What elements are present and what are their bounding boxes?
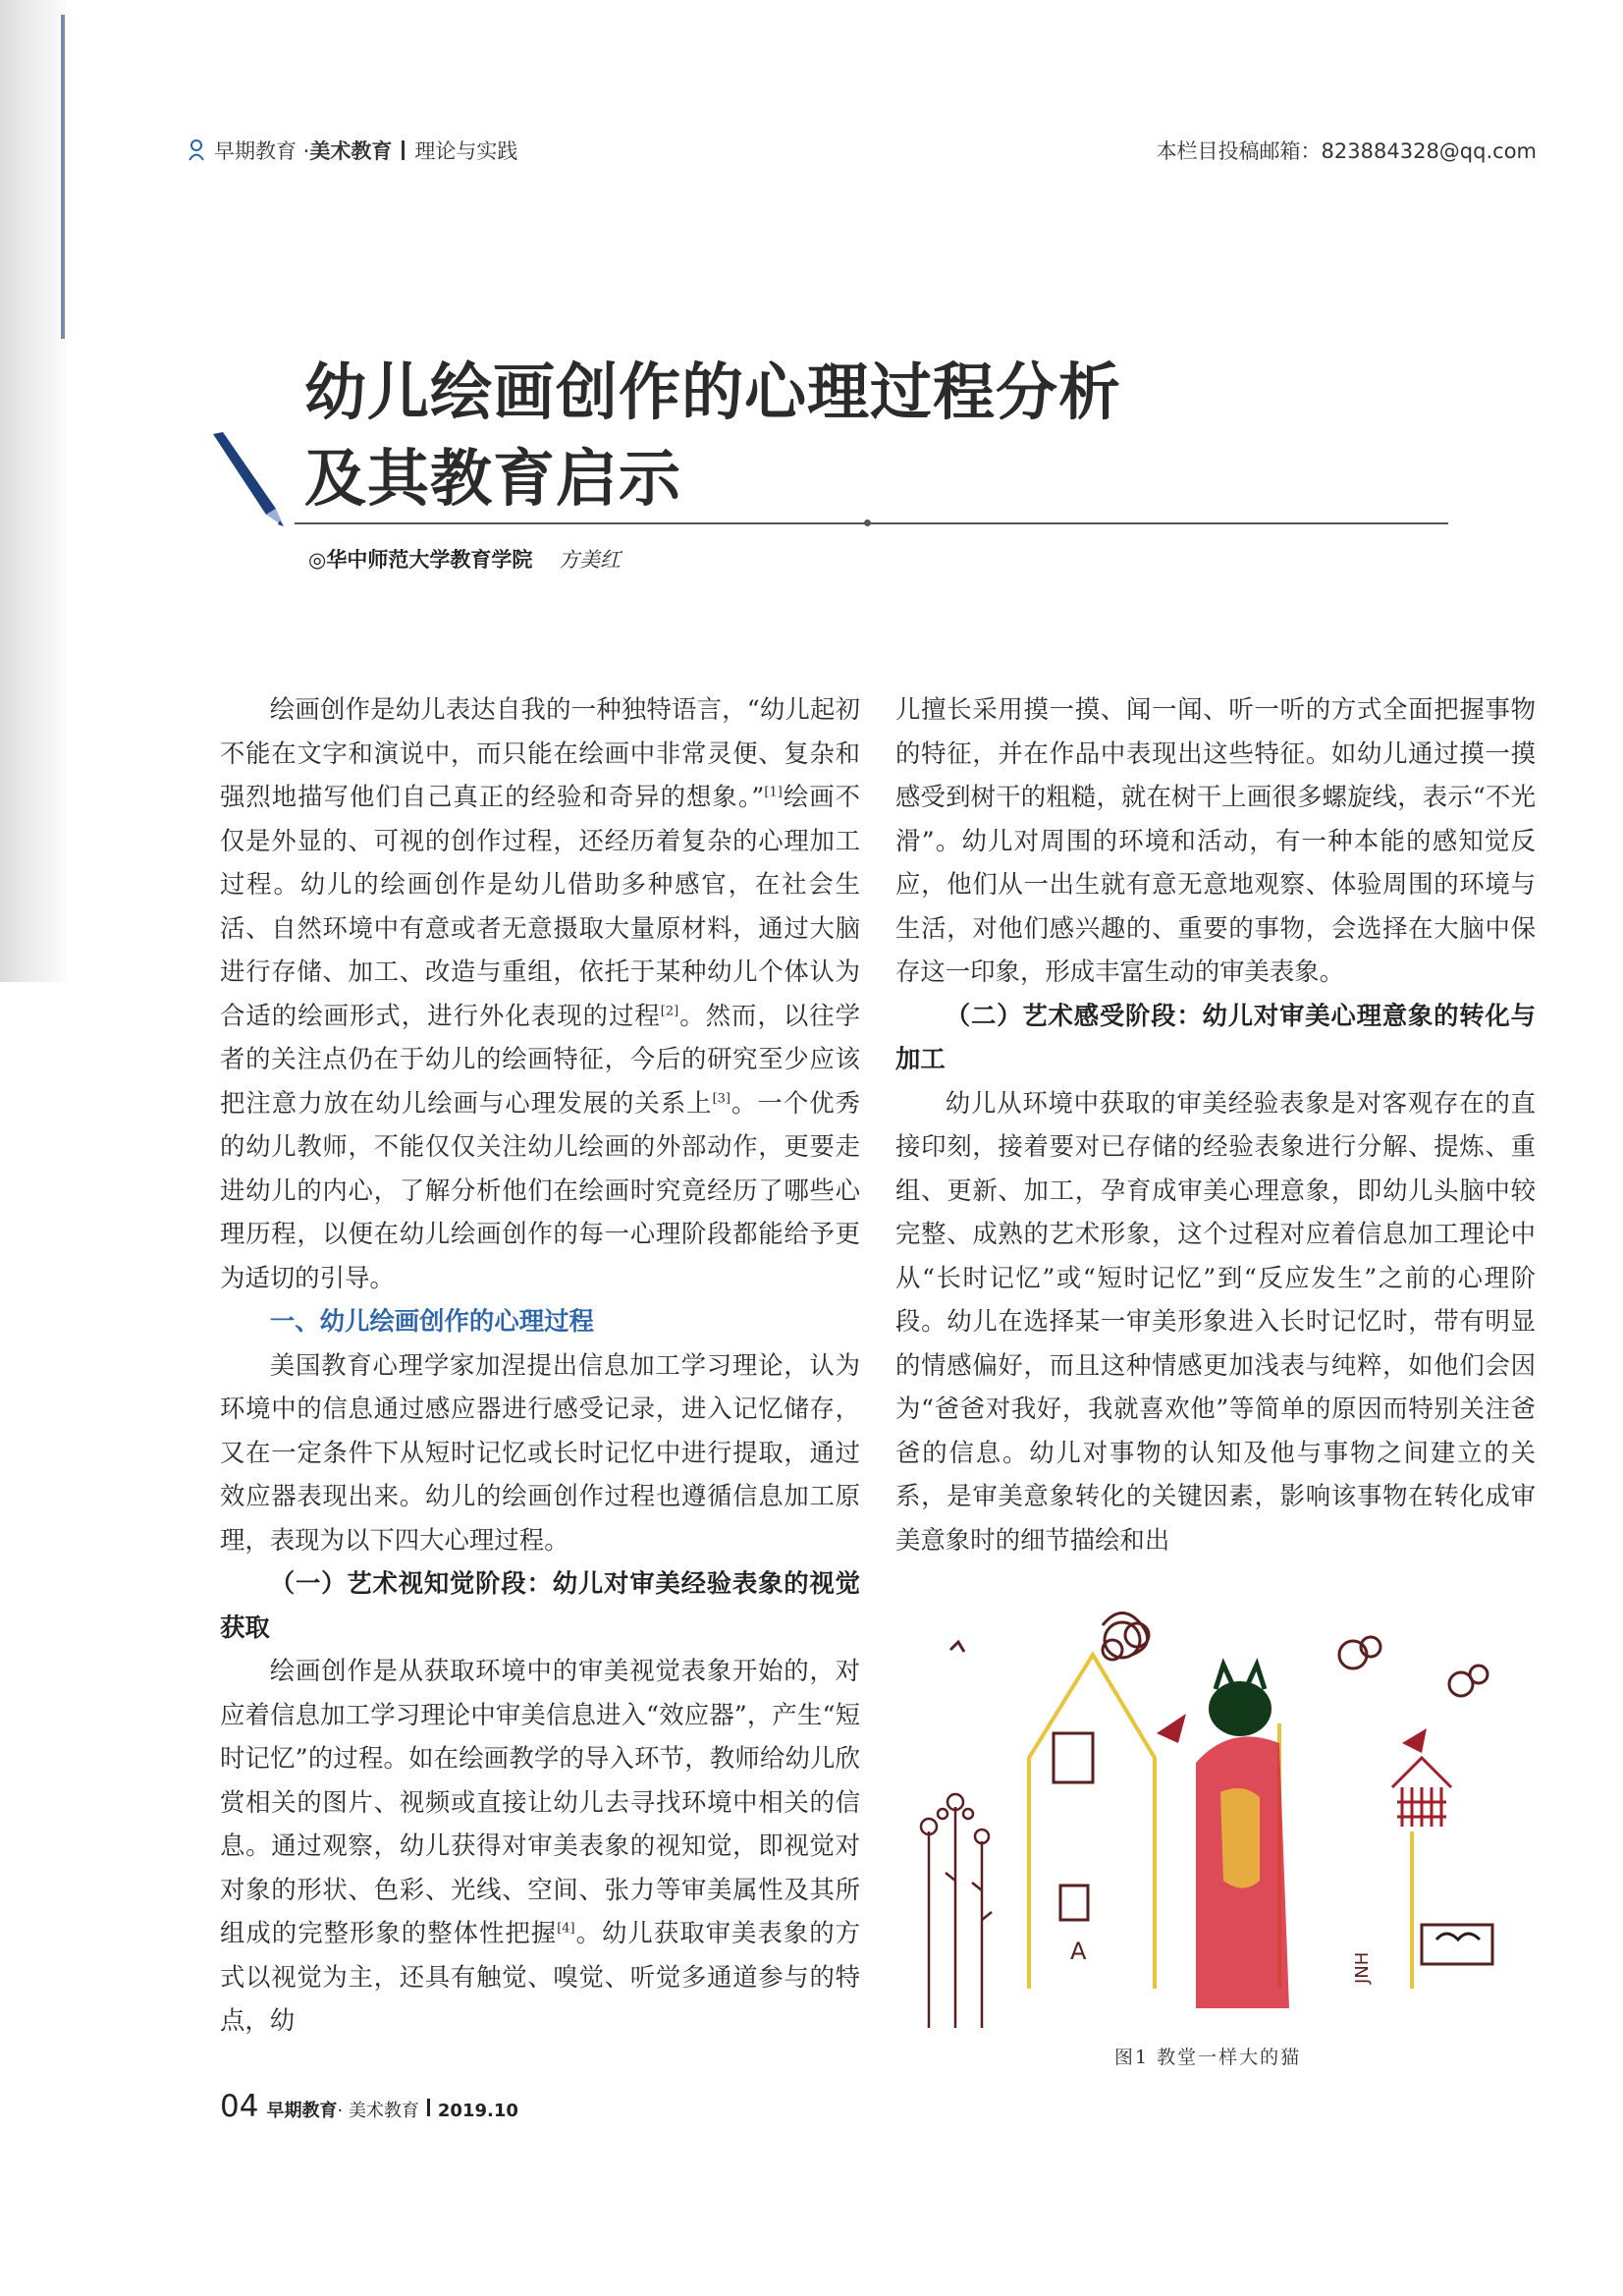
- figure-child-drawing: [892, 1596, 1540, 2038]
- author-affiliation: ◎华中师范大学教育学院: [308, 548, 533, 572]
- citation-ref: [3]: [712, 1091, 731, 1107]
- drawing-letter-a: A: [1070, 1938, 1087, 1965]
- binding-edge-line: [61, 15, 65, 339]
- text-run: 绘画创作是从获取环境中的审美视觉表象开始的，对应着信息加工学习理论中审美信息进入“效应器”，产生“短时记忆”的过程。如在绘画教学的导入环节，教师给幼儿欣赏相关的图片、视频或直接让幼儿去寻找环境中相关的信息。通过观察，幼儿获得对审美表象的视知觉，即视觉对对象的形状、色彩、光线、空间、张力等审美属性及其所组成的完整形象的整体性把握: [220, 1656, 860, 1947]
- footer-separator: [427, 2099, 430, 2116]
- text-run: 绘画不仅是外显的、可视的创作过程，还经历着复杂的心理加工过程。幼儿的绘画创作是幼儿借助多种感官，在社会生活、自然环境中有意或者无意摄取大量原材料，通过大脑进行存储、加工、改造与重组，依托于某种幼儿个体认为合适的绘画形式，进行外化表现的过程: [220, 782, 861, 1030]
- page-header: [187, 130, 1537, 169]
- right-column: [895, 687, 1536, 1561]
- text-run: 。然而，以往学者的关注点仍在于幼儿的绘画特征，今后的研究至少应该把注意力放在幼儿绘画与心理发展的关系上: [220, 1000, 861, 1118]
- text-run: 。幼儿获取审美表象的方式以视觉为主，还具有触觉、嗅觉、听觉多通道参与的特点，幼: [220, 1918, 861, 2035]
- subsection-heading-2: （二）艺术感受阶段：幼儿对审美心理意象的转化与加工: [895, 1000, 1536, 1073]
- header-section: 美术教育: [309, 139, 393, 163]
- pen-icon: [211, 432, 290, 530]
- header-separator: [402, 140, 405, 160]
- body-paragraph: 幼儿从环境中获取的审美经验表象是对客观存在的直接印刻，接着要对已存储的经验表象进行分解、提炼、重组、更新、加工，孕育成审美心理意象，即幼儿头脑中较完整、成熟的艺术形象，这个过程对应着信息加工理论中从“长时记忆”或“短时记忆”到“反应发生”之前的心理阶段。幼儿在选择某一审美形象进入长时记忆时，带有明显的情感偏好，而且这种情感更加浅表与纯粹，如他们会因为“爸爸对我好，我就喜欢他”等简单的原因而特别关注爸爸的信息。幼儿对事物的认知及他与事物之间建立的关系，是审美意象转化的关键因素，影响该事物在转化成审美意象时的细节描绘和出: [895, 1087, 1536, 1555]
- header-email: 本栏目投稿邮箱：823884328@qq.com: [1156, 139, 1537, 163]
- text-run: 绘画创作是幼儿表达自我的一种独特语言，“幼儿起初不能在文字和演说中，而只能在绘画中非常灵便、复杂和强烈地描写他们自己真正的经验和奇异的想象。”: [220, 694, 860, 811]
- subsection-heading-1: （一）艺术视知觉阶段：幼儿对审美经验表象的视觉获取: [220, 1568, 860, 1642]
- citation-ref: [2]: [660, 1004, 679, 1019]
- title-divider: [295, 522, 1448, 524]
- article-title: [304, 349, 1121, 521]
- section-heading-1: 一、幼儿绘画创作的心理过程: [269, 1306, 594, 1336]
- drawing-label: JNH: [1352, 1951, 1373, 1984]
- footer-journal: 早期教育: [266, 2101, 338, 2121]
- child-icon: [187, 139, 206, 161]
- title-line-2: 及其教育启示: [304, 442, 681, 515]
- footer-issue: 2019.10: [437, 2101, 518, 2121]
- header-journal: 早期教育 ·: [214, 139, 310, 163]
- title-line-1: 幼儿绘画创作的心理过程分析: [304, 355, 1121, 428]
- citation-ref: [1]: [764, 785, 783, 800]
- left-column: [220, 687, 860, 2043]
- body-paragraph: 美国教育心理学家加涅提出信息加工学习理论，认为环境中的信息通过感应器进行感受记录，进入记忆储存，又在一定条件下从短时记忆或长时记忆中进行提取，通过效应器表现出来。幼儿的绘画创作过程也遵循信息加工原理，表现为以下四大心理过程。: [220, 1349, 860, 1555]
- body-paragraph: 儿擅长采用摸一摸、闻一闻、听一听的方式全面把握事物的特征，并在作品中表现出这些特征。如幼儿通过摸一摸感受到树干的粗糙，就在树干上画很多螺旋线，表示“不光滑”。幼儿对周围的环境和活动，有一种本能的感知觉反应，他们从一出生就有意无意地观察、体验周围的环境与生活，对他们感兴趣的、重要的事物，会选择在大脑中保存这一印象，形成丰富生动的审美表象。: [895, 694, 1536, 986]
- page-number: 04: [220, 2089, 259, 2124]
- intro-paragraph: [220, 687, 860, 1299]
- citation-ref: [4]: [557, 1921, 575, 1937]
- header-breadcrumb: [187, 136, 517, 165]
- child-drawing: [892, 1596, 1540, 2038]
- text-run: 。一个优秀的幼儿教师，不能仅仅关注幼儿绘画的外部动作，更要走进幼儿的内心，了解分析他们在绘画时究竟经历了哪些心理历程，以便在幼儿绘画创作的每一心理阶段都能给予更为适切的引导。: [220, 1087, 861, 1292]
- body-paragraph: [220, 1649, 860, 2043]
- page-footer: [220, 2089, 518, 2124]
- header-subsection: 理论与实践: [414, 139, 518, 163]
- byline: [308, 544, 621, 574]
- divider-dot: [864, 519, 871, 526]
- figure-caption: 图1 教堂一样大的猫: [1114, 2047, 1302, 2068]
- footer-section: · 美术教育: [337, 2101, 419, 2121]
- author-name: 方美红: [559, 548, 622, 572]
- page-edge-shadow: [0, 0, 69, 982]
